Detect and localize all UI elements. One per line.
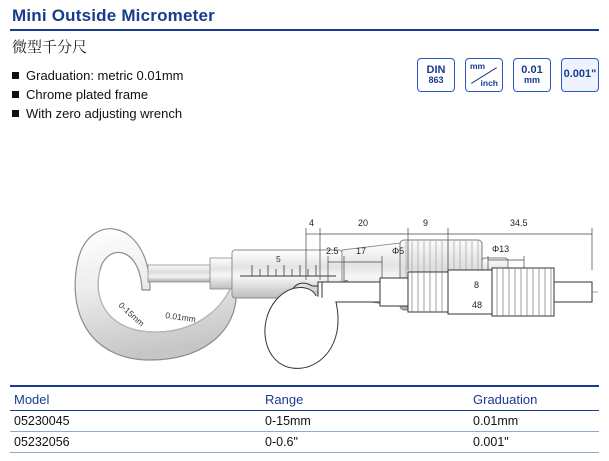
dim-inner-3: Φ5 (392, 246, 405, 256)
list-item (12, 66, 184, 85)
graduation-0001inch-badge (561, 58, 599, 92)
page-subtitle: 微型千分尺 (12, 39, 88, 56)
square-bullet-icon (12, 72, 19, 79)
column-header-range: Range (261, 389, 469, 411)
grad-mm-badge-line1: 0.01 (521, 63, 543, 76)
dim-inner-4: Φ13 (492, 244, 510, 254)
frame-range-label: 0-15mm (116, 300, 147, 329)
square-bullet-icon (12, 91, 19, 98)
dim-top-4: 34.5 (510, 218, 528, 228)
dim-side-1: 8 (474, 280, 480, 290)
cell-model: 05230045 (10, 411, 261, 432)
dim-top-2: 20 (358, 218, 369, 228)
cell-graduation: 0.001" (469, 432, 599, 453)
specification-table (10, 389, 599, 453)
din-badge-line2: 863 (428, 75, 444, 86)
din-standard-badge (417, 58, 455, 92)
mm-inch-badge-line2: inch (480, 78, 498, 89)
graduation-001mm-badge (513, 58, 551, 92)
column-header-graduation: Graduation (469, 389, 599, 411)
dim-side-2: 48 (472, 300, 483, 310)
standards-badge-group (417, 58, 599, 92)
feature-text: With zero adjusting wrench (26, 106, 183, 121)
micrometer-figures-svg (0, 110, 609, 380)
cell-range: 0-15mm (261, 411, 469, 432)
grad-inch-badge-line1: 0.001" (563, 68, 597, 81)
mm-inch-badge-line1: mm (470, 61, 486, 71)
feature-text: Graduation: metric 0.01mm (26, 68, 184, 83)
list-item (12, 85, 184, 104)
dim-inner-2: 17 (356, 246, 367, 256)
title-divider (10, 29, 599, 31)
dim-top-1: 4 (309, 218, 315, 228)
page-title: Mini Outside Micrometer (12, 6, 215, 25)
grad-mm-badge-line2: mm (523, 75, 540, 86)
mm-inch-badge (465, 58, 503, 92)
table-top-divider (10, 385, 599, 387)
column-header-model: Model (10, 389, 261, 411)
table-header-row (10, 389, 599, 411)
dim-top-3: 9 (423, 218, 429, 228)
table-row (10, 432, 599, 453)
product-illustrations (0, 110, 609, 380)
cell-graduation: 0.01mm (469, 411, 599, 432)
table-row (10, 411, 599, 432)
cell-range: 0-0.6" (261, 432, 469, 453)
din-badge-line1: DIN (426, 63, 446, 76)
frame-graduation-label: 0.01mm (164, 310, 197, 325)
cell-model: 05232056 (10, 432, 261, 453)
feature-text: Chrome plated frame (26, 87, 149, 102)
dim-inner-1: 2.5 (326, 246, 339, 256)
barrel-scale-label: 5 (276, 254, 281, 264)
